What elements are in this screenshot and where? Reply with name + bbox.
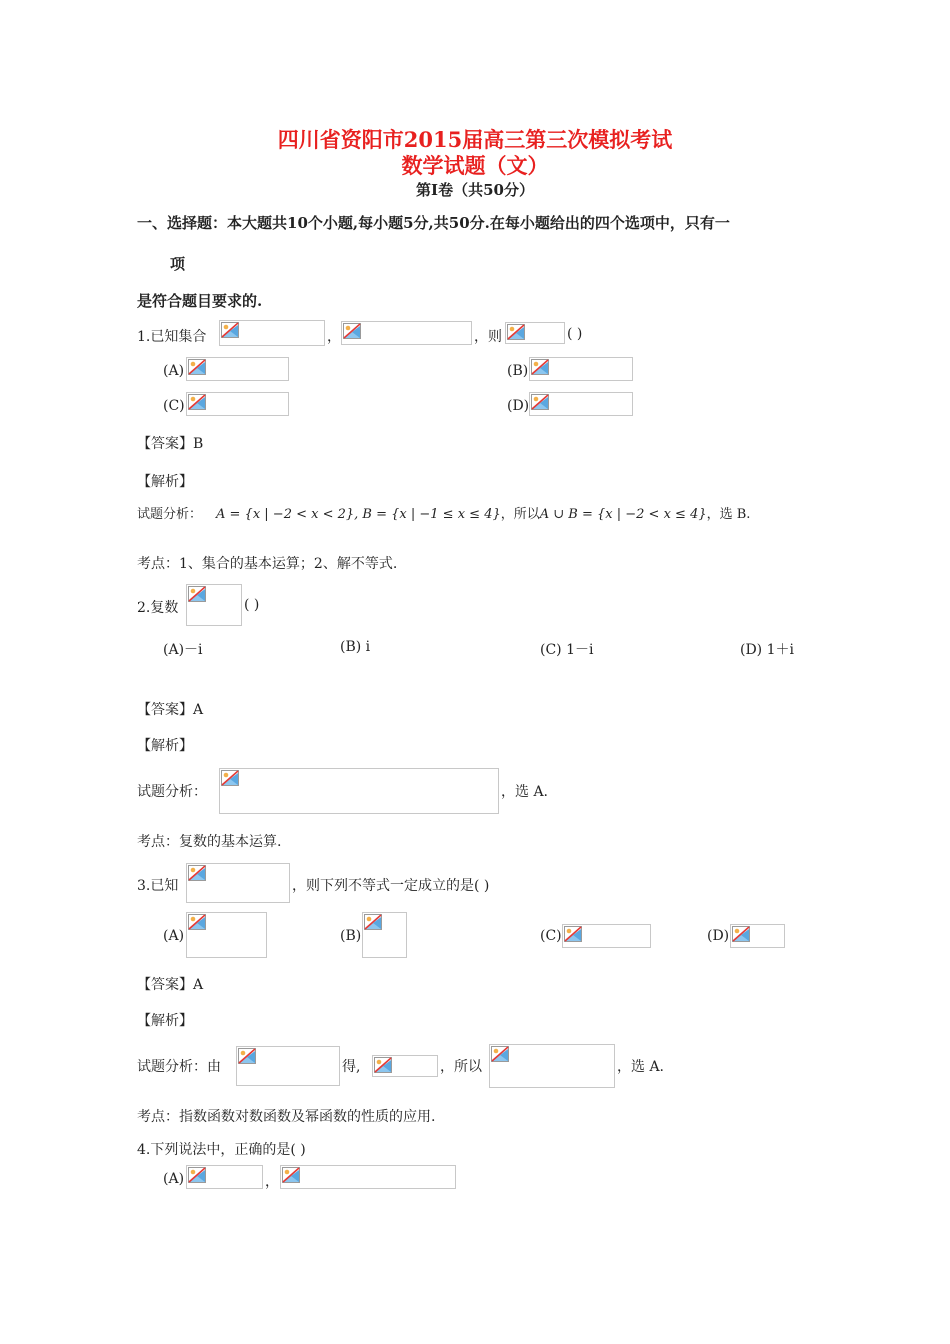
q2-option-a: (A)－i — [163, 642, 203, 658]
broken-image-icon — [221, 770, 239, 786]
q1-kaodian: 考点：1、集合的基本运算；2、解不等式. — [137, 556, 398, 572]
broken-image-icon — [188, 359, 206, 375]
formula-image — [186, 1165, 263, 1189]
section-heading-line1: 一、选择题：本大题共10个小题,每小题5分,共50分.在每小题给出的四个选项中，只有一 — [137, 214, 730, 232]
q1-stem: 1.已知集合 — [137, 329, 207, 345]
q2-option-c: (C) 1－i — [540, 642, 594, 658]
q4-comma: ， — [265, 1174, 279, 1190]
q1-option-d: (D) — [507, 398, 530, 414]
q3-analysis-c: ，所以 — [440, 1059, 482, 1075]
q3-option-b: (B) — [340, 928, 362, 944]
q1-analysis-end: ，选 B. — [706, 507, 751, 522]
title-line1: 四川省资阳市2015届高三第三次模拟考试 — [277, 127, 673, 152]
broken-image-icon — [343, 323, 361, 339]
q1-option-b: (B) — [507, 363, 529, 379]
q1-comma: ， — [327, 329, 341, 345]
q3-option-c: (C) — [540, 928, 562, 944]
broken-image-icon — [732, 926, 750, 942]
q1-answer: 【答案】B — [137, 436, 204, 452]
q4-option-a: (A) — [163, 1171, 185, 1187]
q1-analysis-formula: A = {x | −2 < x < 2}, B = {x | −1 ≤ x ≤ 4} — [216, 507, 501, 522]
formula-image — [186, 357, 289, 381]
broken-image-icon — [507, 324, 525, 340]
q1-paren: ( ) — [567, 326, 583, 342]
broken-image-icon — [531, 359, 549, 375]
q2-option-b: (B) i — [340, 639, 371, 655]
q3-stem: 3.已知 — [137, 878, 179, 894]
formula-image — [186, 392, 289, 416]
q3-answer: 【答案】A — [137, 977, 204, 993]
broken-image-icon — [188, 914, 206, 930]
subtitle: 第Ⅰ卷（共50分） — [416, 181, 534, 199]
formula-image — [529, 392, 633, 416]
q4-stem: 4.下列说法中，正确的是( ) — [137, 1142, 306, 1158]
formula-image — [236, 1046, 340, 1086]
q3-stem-b: ，则下列不等式一定成立的是( ) — [292, 878, 490, 894]
q3-analysis-label: 【解析】 — [137, 1013, 193, 1029]
q2-stem: 2.复数 — [137, 600, 179, 616]
q1-stem-b: ，则 — [474, 329, 502, 345]
q1-analysis-formula2: A ∪ B = {x | −2 < x ≤ 4} — [539, 507, 707, 522]
title-line2: 数学试题（文） — [401, 153, 549, 178]
q2-answer: 【答案】A — [137, 702, 204, 718]
formula-image — [362, 912, 407, 958]
section-heading-line3: 是符合题目要求的. — [137, 292, 263, 310]
q3-analysis-d: ，选 A. — [617, 1059, 665, 1075]
q2-analysis-label: 【解析】 — [137, 738, 193, 754]
q2-analysis-text: 试题分析： — [137, 784, 207, 800]
broken-image-icon — [188, 1167, 206, 1183]
broken-image-icon — [282, 1167, 300, 1183]
q1-analysis-mid: ，所以 — [500, 507, 540, 522]
q2-paren: ( ) — [244, 597, 260, 613]
broken-image-icon — [364, 914, 382, 930]
q2-kaodian: 考点：复数的基本运算. — [137, 834, 282, 850]
q3-option-a: (A) — [163, 928, 185, 944]
q1-option-a: (A) — [163, 363, 185, 379]
q3-option-d: (D) — [707, 928, 730, 944]
q1-option-c: (C) — [163, 398, 185, 414]
q1-analysis-label: 【解析】 — [137, 474, 193, 490]
formula-image — [186, 912, 267, 958]
formula-image — [505, 322, 565, 344]
broken-image-icon — [531, 394, 549, 410]
formula-image — [219, 320, 325, 346]
q1-analysis-text: 试题分析： — [137, 507, 203, 522]
broken-image-icon — [374, 1057, 392, 1073]
q1-analysis — [137, 503, 750, 522]
formula-image — [730, 924, 785, 948]
formula-image — [219, 768, 499, 814]
formula-image — [529, 357, 633, 381]
broken-image-icon — [564, 926, 582, 942]
formula-image — [186, 863, 290, 903]
q3-analysis-b: 得, — [342, 1059, 361, 1075]
broken-image-icon — [491, 1046, 509, 1062]
formula-image — [186, 584, 242, 626]
formula-image — [562, 924, 651, 948]
broken-image-icon — [238, 1048, 256, 1064]
broken-image-icon — [188, 586, 206, 602]
formula-image — [489, 1044, 615, 1088]
broken-image-icon — [188, 865, 206, 881]
section-heading-line2: 项 — [170, 255, 186, 273]
formula-image — [341, 321, 472, 345]
formula-image — [372, 1055, 438, 1077]
broken-image-icon — [188, 394, 206, 410]
broken-image-icon — [221, 322, 239, 338]
q2-option-d: (D) 1＋i — [740, 642, 794, 658]
q3-analysis-a: 试题分析：由 — [137, 1059, 221, 1075]
q2-analysis-end: ，选 A. — [501, 784, 549, 800]
q3-kaodian: 考点：指数函数对数函数及幂函数的性质的应用. — [137, 1109, 436, 1125]
formula-image — [280, 1165, 456, 1189]
